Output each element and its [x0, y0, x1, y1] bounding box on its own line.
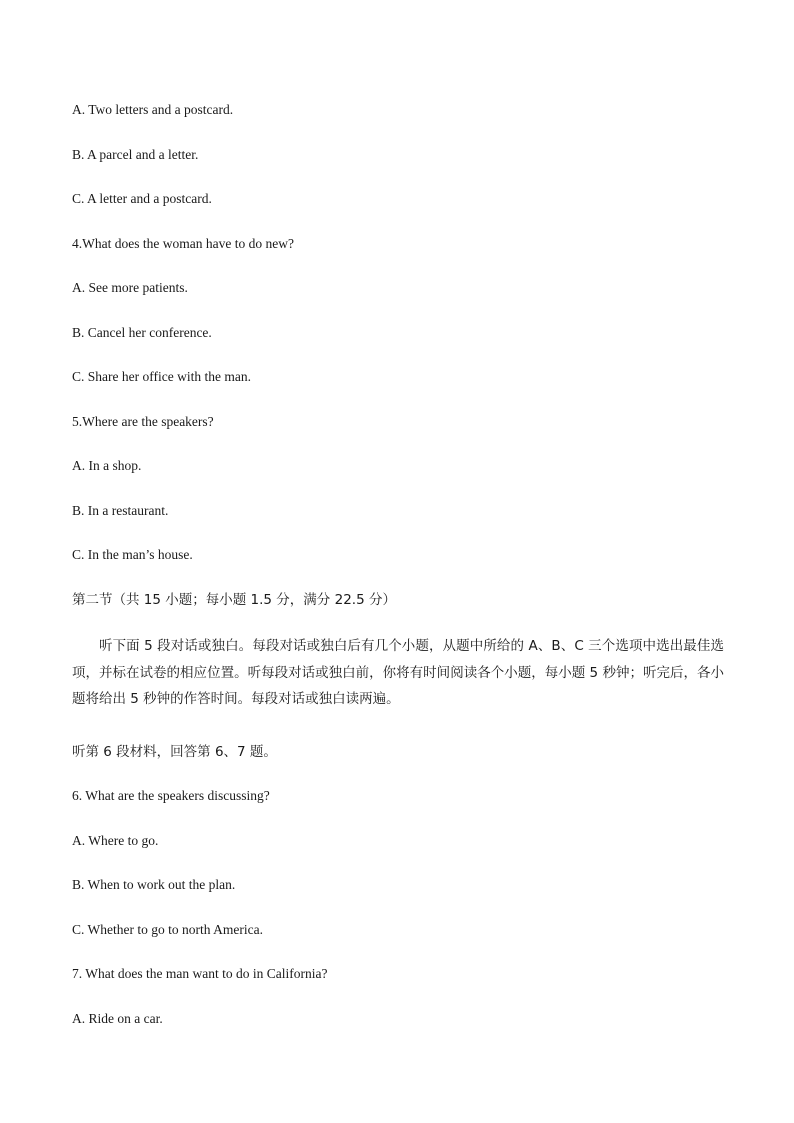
q6-option-a: A. Where to go. — [72, 833, 159, 848]
q4-option-c: C. Share her office with the man. — [72, 369, 251, 384]
q6-question: 6. What are the speakers discussing? — [72, 788, 270, 803]
material-6-heading: 听第 6 段材料，回答第 6、7 题。 — [72, 744, 277, 760]
q3-option-b: B. A parcel and a letter. — [72, 147, 199, 162]
section2-heading: 第二节（共 15 小题；每小题 1.5 分，满分 22.5 分） — [72, 592, 396, 608]
q7-option-a: A. Ride on a car. — [72, 1011, 163, 1026]
q3-option-a: A. Two letters and a postcard. — [72, 102, 234, 117]
q3-option-c: C. A letter and a postcard. — [72, 191, 212, 206]
q5-option-b: B. In a restaurant. — [72, 503, 169, 518]
q5-option-a: A. In a shop. — [72, 458, 142, 473]
q4-option-b: B. Cancel her conference. — [72, 325, 212, 340]
section2-instructions: 听下面 5 段对话或独白。每段对话或独白后有几个小题，从题中所给的 A、B、C 三个选项中选出最佳选项，并标在试卷的相应位置。听每段对话或独白前，你将有时间阅读各个小题，每小题 5 秒钟；听完后，各小题将给出 5 秒钟的作答时间。每段对话或独白读两遍。 — [72, 638, 724, 707]
q5-question: 5.Where are the speakers? — [72, 414, 214, 429]
q6-option-b: B. When to work out the plan. — [72, 877, 236, 892]
q6-option-c: C. Whether to go to north America. — [72, 922, 263, 937]
q5-option-c: C. In the man’s house. — [72, 547, 193, 562]
q4-option-a: A. See more patients. — [72, 280, 188, 295]
q7-question: 7. What does the man want to do in California? — [72, 966, 328, 981]
q4-question: 4.What does the woman have to do new? — [72, 236, 294, 251]
